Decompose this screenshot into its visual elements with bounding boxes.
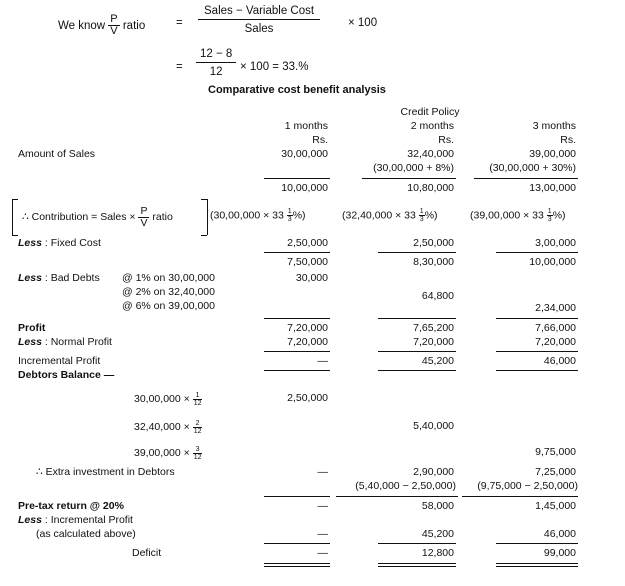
row-bad-c1: 30,000	[295, 272, 328, 284]
row-sub1-c1: 10,00,000	[281, 182, 328, 194]
row-pretax-c3: 1,45,000	[535, 500, 576, 512]
rule-after-extra-c2	[336, 496, 458, 497]
rule-after-bad-c3	[496, 318, 578, 319]
row-extra-c2b: (5,40,000 − 2,50,000)	[355, 480, 456, 492]
rule-after-normal-c1	[264, 351, 330, 352]
row-less-incr-c3: 46,000	[543, 528, 576, 540]
rule-final-c1-b	[264, 566, 330, 567]
row-deficit-c2: 12,800	[421, 547, 454, 559]
row-normal-c2: 7,20,000	[413, 336, 454, 348]
row-amount-sales-c3b: (30,00,000 + 30%)	[489, 162, 576, 174]
frac-d3: $\frac{3}{12}$	[193, 445, 202, 461]
rule-after-bad-c2	[378, 318, 456, 319]
rule-after-fixed-c3	[496, 252, 578, 253]
frac-d1: $\frac{1}{12}$	[193, 391, 202, 407]
contribution-label: Contribution = Sales ×	[31, 211, 136, 223]
rule-before-deficit-c1	[264, 543, 330, 544]
rule-final-c3-b	[496, 566, 578, 567]
bracket-bottom-left	[12, 235, 18, 236]
row-d3: 39,00,000 × $\frac{3}{12}$	[134, 445, 202, 461]
page-title: Comparative cost benefit analysis	[208, 84, 386, 96]
frac-one-third-c3: $\frac{1}{3}$	[547, 208, 552, 223]
row-fixed-c1: 2,50,000	[287, 237, 328, 249]
row-extra-c3b: (9,75,000 − 2,50,000)	[477, 480, 578, 492]
row-bad-r2: @ 2% on 32,40,000	[122, 286, 215, 298]
row-incremental-c2: 45,200	[421, 355, 454, 367]
contribution-c2: (32,40,000 × 33 $\frac{1}{3}$ %)	[342, 208, 438, 223]
formula-we-know: We know	[58, 20, 106, 32]
formula-line-1	[58, 8, 145, 44]
formula-eq2: =	[176, 61, 183, 73]
row-sub2-c3: 10,00,000	[529, 256, 576, 268]
row-incremental-c1: —	[317, 355, 328, 367]
row-extra-label: ∴ Extra investment in Debtors	[36, 466, 175, 478]
row-sub2-c2: 8,30,000	[413, 256, 454, 268]
row-sub1-c3: 13,00,000	[529, 182, 576, 194]
row-bad-c3: 2,34,000	[535, 302, 576, 314]
header-rs-col1: Rs.	[312, 134, 328, 146]
row-bad-c2: 64,800	[421, 290, 454, 302]
rule-after-incr-c3	[496, 370, 578, 371]
bracket-bottom-right	[201, 235, 207, 236]
formula-result: × 100 = 33.%	[240, 61, 309, 73]
formula-second-fraction: $\frac{12 - 8}{12}$	[196, 48, 236, 78]
row-extra-c3: 7,25,000	[535, 466, 576, 478]
header-col1: 1 months	[284, 120, 328, 132]
rule-final-c2-b	[378, 566, 456, 567]
row-deficit-c3: 99,000	[543, 547, 576, 559]
row-profit-c2: 7,65,200	[413, 322, 454, 334]
rule-after-bad-c1	[264, 318, 330, 319]
rule-final-c2-a	[378, 563, 456, 564]
contribution-c1: (30,00,000 × 33 $\frac{1}{3}$ %)	[210, 208, 306, 223]
rule-before-deficit-c3	[496, 543, 578, 544]
contribution-c3: (39,00,000 × 33 $\frac{1}{3}$ %)	[470, 208, 566, 223]
row-debtors-label: Debtors Balance —	[18, 369, 115, 381]
contribution-ratio: ratio	[152, 211, 173, 223]
row-less-incr-label: Less : Incremental Profit	[18, 514, 133, 526]
formula-pv-fraction: $\frac{P}{V}$	[110, 12, 118, 38]
row-d2: 32,40,000 × $\frac{2}{12}$	[134, 419, 202, 435]
rule-final-c3-a	[496, 563, 578, 564]
rule-after-incr-c2	[378, 370, 456, 371]
row-deficit-label: Deficit	[132, 547, 162, 559]
header-rs-col2: Rs.	[438, 134, 454, 146]
row-pretax-c2: 58,000	[421, 500, 454, 512]
formula-eq1: =	[176, 17, 183, 29]
row-amount-sales-c3: 39,00,000	[529, 148, 576, 160]
rule-after-fixed-c1	[264, 252, 330, 253]
contribution-pv-fraction: $\frac{P}{V}$	[140, 204, 148, 229]
row-bad-r3: @ 6% on 39,00,000	[122, 300, 215, 312]
row-normal-c1: 7,20,000	[287, 336, 328, 348]
formula-main-fraction: $\frac{\text{Sales − Variable Cost}}{\text{Sales}}$	[198, 5, 320, 35]
formula-ratio: ratio	[122, 20, 146, 32]
header-col2: 2 months	[410, 120, 454, 132]
row-amount-sales-c2b: (30,00,000 + 8%)	[373, 162, 454, 174]
frac-one-third-c2: $\frac{1}{3}$	[419, 208, 424, 223]
row-amount-sales-c2: 32,40,000	[407, 148, 454, 160]
row-normal-c3: 7,20,000	[535, 336, 576, 348]
row-less-incr-c2: 45,200	[421, 528, 454, 540]
row-pretax-c1: —	[317, 500, 328, 512]
rule-after-sales-c1	[264, 178, 330, 179]
row-less-incr-c1: —	[317, 528, 328, 540]
row-fixed-c3: 3,00,000	[535, 237, 576, 249]
rule-after-normal-c3	[496, 351, 578, 352]
bracket-top-right	[201, 199, 207, 200]
row-extra-c2: 2,90,000	[413, 466, 454, 478]
row-d3-val: 9,75,000	[535, 446, 576, 458]
row-sub1-c2: 10,80,000	[407, 182, 454, 194]
frac-one-third-c1: $\frac{1}{3}$	[287, 208, 292, 223]
row-pretax-label: Pre-tax return @ 20%	[18, 500, 124, 512]
rule-before-deficit-c2	[378, 543, 456, 544]
row-less-incr-sub: (as calculated above)	[36, 528, 136, 540]
contribution-formula	[22, 199, 173, 235]
row-profit-label: Profit	[18, 322, 46, 334]
formula-times100: × 100	[348, 17, 378, 29]
rule-after-incr-c1	[264, 370, 330, 371]
rule-final-c1-a	[264, 563, 330, 564]
therefore-symbol: ∴	[22, 211, 29, 223]
row-sub2-c1: 7,50,000	[287, 256, 328, 268]
row-profit-c3: 7,66,000	[535, 322, 576, 334]
header-rs-col3: Rs.	[560, 134, 576, 146]
row-d2-val: 5,40,000	[413, 420, 454, 432]
rule-after-extra-c1	[264, 496, 330, 497]
row-amount-sales-c1: 30,00,000	[281, 148, 328, 160]
row-extra-c1: —	[317, 466, 328, 478]
row-d1: 30,00,000 × $\frac{1}{12}$	[134, 391, 202, 407]
bracket-top-left	[12, 199, 18, 200]
header-credit-policy: Credit Policy	[400, 106, 460, 118]
row-fixed-c2: 2,50,000	[413, 237, 454, 249]
row-bad-r1: @ 1% on 30,00,000	[122, 272, 215, 284]
row-d1-val: 2,50,000	[287, 392, 328, 404]
row-incremental-label: Incremental Profit	[18, 355, 101, 367]
rule-after-fixed-c2	[378, 252, 456, 253]
row-profit-c1: 7,20,000	[287, 322, 328, 334]
row-incremental-c3: 46,000	[543, 355, 576, 367]
rule-after-normal-c2	[378, 351, 456, 352]
row-normal-label: Less : Normal Profit	[18, 336, 112, 348]
rule-after-sales-c2	[362, 178, 456, 179]
row-amount-sales-label: Amount of Sales	[18, 148, 96, 160]
header-col3: 3 months	[532, 120, 576, 132]
row-deficit-c1: —	[317, 547, 328, 559]
row-fixed-label: Less : Fixed Cost	[18, 237, 101, 249]
rule-after-sales-c3	[474, 178, 578, 179]
frac-d2: $\frac{2}{12}$	[193, 419, 202, 435]
rule-after-extra-c3	[462, 496, 578, 497]
row-bad-label: Less : Bad Debts	[18, 272, 100, 284]
